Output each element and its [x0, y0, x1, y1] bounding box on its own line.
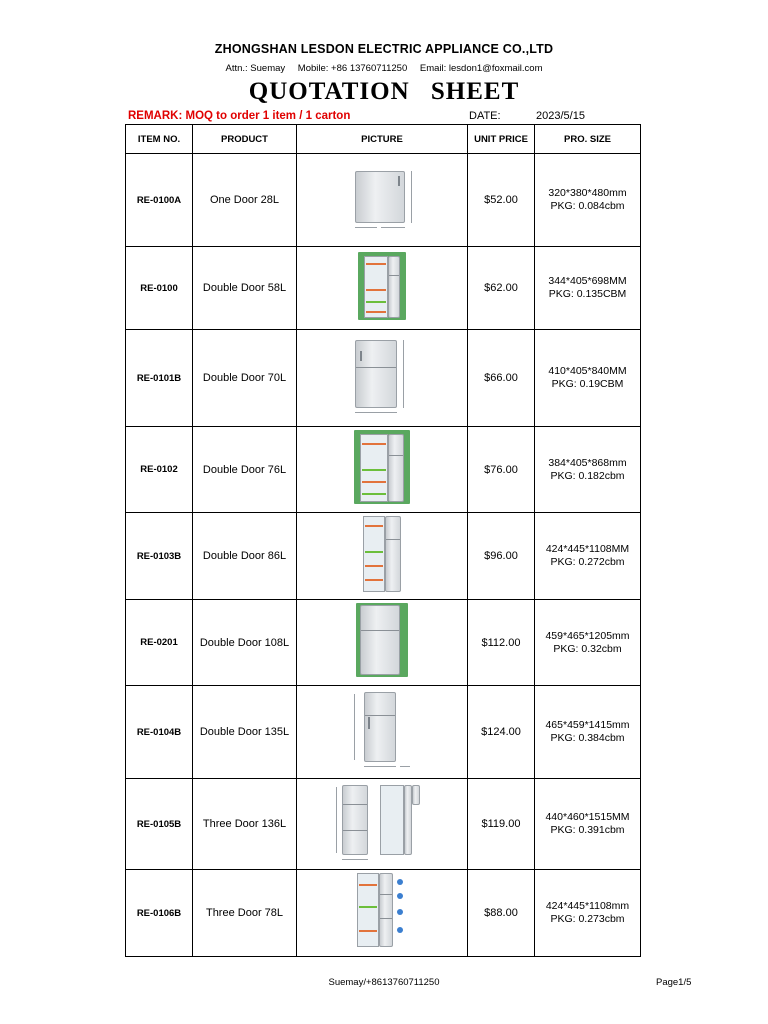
product-size	[535, 154, 641, 247]
product-picture	[297, 686, 468, 779]
dimensions: 459*465*1205mm	[545, 629, 630, 642]
item-no: RE-0104B	[126, 686, 193, 779]
package-volume: PKG: 0.32cbm	[553, 642, 622, 655]
table-row	[126, 600, 641, 686]
product-picture	[297, 779, 468, 870]
unit-price: $76.00	[468, 427, 535, 513]
dimensions: 410*405*840MM	[548, 365, 627, 377]
item-no: RE-0106B	[126, 870, 193, 957]
product-name: Double Door 58L	[193, 247, 297, 330]
table-row	[126, 513, 641, 600]
open-three-door-fridge-icon	[353, 871, 411, 951]
table-row	[126, 154, 641, 247]
double-door-fridge-icon	[354, 601, 410, 679]
product-size	[535, 779, 641, 870]
product-size	[535, 513, 641, 600]
item-no: RE-0103B	[126, 513, 193, 600]
column-header-size: PRO. SIZE	[535, 125, 641, 154]
email-text: Email: lesdon1@foxmail.com	[419, 63, 543, 74]
date-value: 2023/5/15	[536, 110, 585, 122]
package-volume: PKG: 0.084cbm	[550, 200, 625, 212]
table-row	[126, 427, 641, 513]
unit-price: $96.00	[468, 513, 535, 600]
product-name: Double Door 70L	[193, 330, 297, 427]
dimensions: 424*445*1108MM	[545, 543, 630, 555]
product-picture	[297, 247, 468, 330]
product-picture	[297, 427, 468, 513]
open-double-door-fridge-icon	[352, 428, 412, 506]
unit-price: $52.00	[468, 154, 535, 247]
single-door-fridge-icon	[345, 165, 419, 231]
table-header-row	[126, 125, 641, 154]
three-door-fridge-icon	[334, 781, 430, 863]
item-no: RE-0201	[126, 600, 193, 686]
item-no: RE-0100	[126, 247, 193, 330]
product-picture	[297, 600, 468, 686]
package-volume: PKG: 0.182cbm	[550, 469, 625, 482]
mobile-text: Mobile: +86 13760711250	[297, 63, 408, 74]
dimensions: 344*405*698MM	[548, 275, 627, 287]
unit-price: $124.00	[468, 686, 535, 779]
unit-price: $62.00	[468, 247, 535, 330]
double-door-fridge-icon	[350, 688, 414, 772]
table-row	[126, 779, 641, 870]
unit-price: $119.00	[468, 779, 535, 870]
column-header-picture: PICTURE	[297, 125, 468, 154]
dimensions: 424*445*1108mm	[545, 900, 630, 912]
dimensions: 465*459*1415mm	[545, 719, 630, 731]
product-name: Double Door 108L	[193, 600, 297, 686]
quotation-table	[125, 124, 641, 957]
attn-text: Attn.: Suemay	[225, 63, 286, 74]
item-no: RE-0102	[126, 427, 193, 513]
double-door-fridge-icon	[349, 336, 415, 416]
package-volume: PKG: 0.384cbm	[550, 732, 625, 744]
item-no: RE-0105B	[126, 779, 193, 870]
product-picture	[297, 330, 468, 427]
product-name: Double Door 76L	[193, 427, 297, 513]
unit-price: $88.00	[468, 870, 535, 957]
open-double-door-fridge-icon	[357, 514, 407, 594]
product-picture	[297, 513, 468, 600]
product-name: Three Door 136L	[193, 779, 297, 870]
item-no: RE-0100A	[126, 154, 193, 247]
unit-price: $66.00	[468, 330, 535, 427]
product-size	[535, 247, 641, 330]
page-title: QUOTATION SHEET	[248, 78, 520, 105]
dimensions: 320*380*480mm	[548, 187, 627, 199]
package-volume: PKG: 0.19CBM	[551, 378, 624, 390]
column-header-item: ITEM NO.	[126, 125, 193, 154]
table-row	[126, 330, 641, 427]
product-size	[535, 870, 641, 957]
table-row	[126, 247, 641, 330]
product-name: Double Door 86L	[193, 513, 297, 600]
date-label: DATE:	[469, 110, 501, 122]
column-header-price: UNIT PRICE	[468, 125, 535, 154]
product-name: One Door 28L	[193, 154, 297, 247]
package-volume: PKG: 0.272cbm	[550, 556, 625, 568]
product-picture	[297, 870, 468, 957]
product-size	[535, 600, 641, 686]
product-picture	[297, 154, 468, 247]
dimensions: 384*405*868mm	[548, 456, 627, 469]
package-volume: PKG: 0.135CBM	[548, 288, 627, 300]
remark-text: REMARK: MOQ to order 1 item / 1 carton	[128, 110, 351, 122]
table-row	[126, 870, 641, 957]
package-volume: PKG: 0.273cbm	[550, 913, 625, 925]
company-name: ZHONGSHAN LESDON ELECTRIC APPLIANCE CO.,LTD	[214, 42, 554, 56]
item-no: RE-0101B	[126, 330, 193, 427]
package-volume: PKG: 0.391cbm	[550, 824, 625, 836]
product-size	[535, 686, 641, 779]
unit-price: $112.00	[468, 600, 535, 686]
footer-contact: Suemay/+8613760711250	[328, 977, 440, 988]
product-name: Three Door 78L	[193, 870, 297, 957]
product-name: Double Door 135L	[193, 686, 297, 779]
product-size	[535, 427, 641, 513]
open-double-door-fridge-icon	[356, 250, 408, 322]
column-header-product: PRODUCT	[193, 125, 297, 154]
contact-line	[0, 63, 768, 74]
dimensions: 440*460*1515MM	[545, 811, 630, 823]
page-number: Page1/5	[656, 977, 692, 988]
table-row	[126, 686, 641, 779]
product-size	[535, 330, 641, 427]
